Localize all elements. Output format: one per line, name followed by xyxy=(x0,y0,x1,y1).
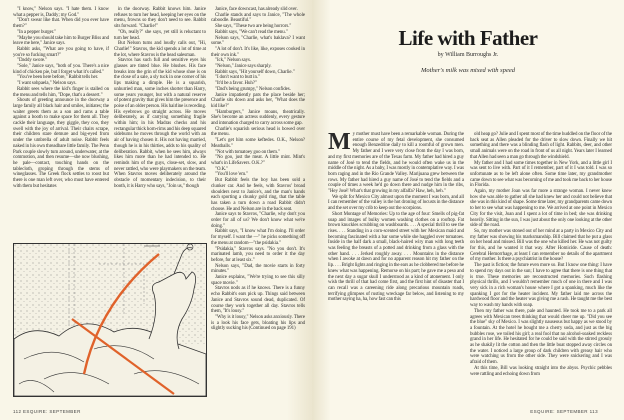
paragraph: Shouts of greeting announce in the doorway a large family all black hair and smiles, initiates; the waiter greets them as a son and rams a table against a booth to make space for them all. They cackle their language, they giggle, they coo, they swell with the joy of arrival. Their chairs scrape, their children stare demure and big-eyed from under the umbrella of adult noise. Rabbit feels naked in his own threadbare little family. The Penn Park couple slowly turn around, underwater, at the commotion, and then resume—she now blushing, he pale—contact, touching hands on the tablecloth, groping through the stems of wineglasses. The Greek flock settles to roost but there is one man left over, who must have entered with them but hesitates xyxy=(13,98,109,189)
paragraph: Charlie's squarish serious head is bowed over the menu. xyxy=(211,126,305,138)
page-folio-right: ESQUIRE: SEPTEMBER 113 xyxy=(530,409,598,414)
paragraph: "You'll love 'em." xyxy=(215,172,249,178)
paragraph: "Psidakia," Stavros says. "No you don't. It's marinated lamb, you need to order it the day before, for at least six." xyxy=(211,246,305,263)
page-folio-left: 112 ESQUIRE: SEPTEMBER xyxy=(13,409,81,414)
paragraph: "I want sohpaela," Nelson says. xyxy=(17,81,77,87)
paragraph: Janice impatiently pats the place beside her; Charlie sits down and asks her, "What does the kid like?" xyxy=(211,92,305,109)
paragraph: "Daddy swore." xyxy=(17,58,48,64)
paragraph: Rabbit asks, "What are you going to have, if you're so fucking smart?" xyxy=(13,46,109,58)
paragraph: "Why is it lousy," Nelson asks anxiously. There is a look his face gets, bloating his lips and slightly sucking his (Continued on page 191) xyxy=(211,314,305,332)
paragraph: My father and I had some times together in New York, and a little girl I was sent to live with. Part of it I remember, part of it I was told. I was so unfortunate as to be left alone often. Some time later, my grandmother came down to see what was becoming of me and took me back to her house in Florida. xyxy=(470,160,612,189)
paragraph: Rabbit says, "We can't read the menu." xyxy=(215,29,288,35)
paragraph: Janice, face downcast, has already slid over. xyxy=(215,7,298,12)
paragraph: "It'd be a favor. Huh?" xyxy=(215,81,257,87)
paragraph: Stavros has such full and sensitive eyes his glasses are tinted blue. He blushes. His face breaks into the grin of the kid whose shoe is on the close of a sale, a sly tuck in one corner of his lips making a dimple. He is a squarish, unhurried man, some inches shorter than Harry, some years younger, but with a natural reserve of potent gravity that gives him the presence and poise of an older person. His hairline is receding. His eyebrows go straight across. He moves deliberately, as if carrying something fragile within him; in his Madras checks and his rectangular thick horn-rims and his deep squared sideburns he moves through the world with an air of having chosen it. His not having married, though he is in his thirties, adds to his quality of deliberation. Rabbit, when he sees him, always likes him more than he had intended to. He reminds him of the guys, close-set, slow, and never rattled, who were playmakers on the team. When Stavros moves deliberately around the obstacle of momentary indecision, to their booth, it is Harry who says, "Join us," though xyxy=(114,58,207,189)
paragraph: Stavros nods as if he knows. There is a funny echo Rabbit's ears pick up. Things said between Janice and Stavros sound dead, duplicated. Of course they work together all day. Stavros tells them, "It's lousy." xyxy=(211,286,305,315)
paragraph: Nelson says, "Dad, the movie starts in forty minutes." xyxy=(211,263,305,275)
paragraph: At this time, Bill was looking straight into the abyss. Psychic pebbles were rattling and echoing down from xyxy=(470,365,612,377)
paragraph: "Dad's being grumpy," Nelson confides. xyxy=(215,86,291,92)
story-column-1 xyxy=(13,7,109,190)
story-column-3 xyxy=(211,7,305,332)
paragraph: in the doorway. Rabbit knows him. Janice refuses to turn her head, keeping her eyes on the menu, frowns so they don't need to see. Rabbit sits forward. "Charlie!" xyxy=(114,7,206,30)
paragraph: "A lot of don't. It's like, like, exposes cooked in their own ink." xyxy=(211,46,305,58)
paragraph: "Maybe you should take him to Burger Bliss and leave me here," Janice says. xyxy=(13,35,109,47)
paragraph: So, my mother was stoned out of her mind at a party in Mexico City and my father was showing his marksmanship. Bill claimed that he put a glass on her head and missed. Bill was the one who killed her. He was not guilty for this, and he wanted it that way. After Homicide. Cause of death: Cerebral Hemorrhage, at least I can remember no details of the apartment of my mother. Is there a psychiatrist in the house? xyxy=(470,228,612,263)
paragraph: "Let's get him some keftedes. O.K., Nelson? Meatballs." xyxy=(211,138,305,149)
paragraph: "O.K." xyxy=(215,166,229,172)
drop-cap: M xyxy=(328,129,351,155)
paragraph: "Oh, really?" she says, yet still is reluctant to turn her head. xyxy=(114,29,206,41)
paragraph: "Nelson," Janice says sharply. xyxy=(215,64,272,70)
right-page xyxy=(312,0,624,420)
article-opening-paragraph: y mother must have been a remarkable woman. During the entire course of my fetal development, she consumed enough Benzedrine daily to kill a roomful of grown men. My father and I were very close from the day I was born, and my first memories are of the Texas farm. My father had hired a guy name of José to tend the fields, and he would often wake us in the middle of the night. As a baby, I was mostly in contemplative way. I was born raging and in the Rio Grande Valley. Marijuana grew between the rows. My father had hired a guy name of José to tend the fields and a couple of times a week he'd go down there and nudge him in the ribs, "Hey José! What's that growing in my alfalfa? Haw, heh, heh." xyxy=(328,132,464,195)
paragraph: But Rabbit feels the boy has been sold a clunker car. And he feels, with Stavros' broad shoulders next to Janice's, and the man's hands each sporting a chunky gold ring, that the table has taken a turn down a road Rabbit didn't choose. He and Nelson are in the back seat. xyxy=(211,178,305,212)
paragraph: "You've been here before," Rabbit tells her. xyxy=(17,75,99,81)
paragraph: Nelson says, "Charlie, what's baklava? I want some." xyxy=(211,35,305,47)
paragraph: old heap go? Julie and I spent most of the time huddled on the floor of the back seat as Allen pleaded for the driver to slow down. Finally we hit something and there was a blinding flash of light. Rabbits, deer, and other small animals were on the road in front of us all night. Years later I learned that Allen had seen a man go through the windshield. xyxy=(470,132,612,160)
paragraph: "In a pepper burger." xyxy=(17,29,57,35)
paragraph: Rabbit says, "I know what I'm doing. I'll order for myself. I want the —" he picks something off the menu at random—"the psidakia." xyxy=(211,229,305,246)
paragraph: Janice says to Stavros, "Charlie, why don't you order for all of us? We don't know what we're doing." xyxy=(211,212,305,229)
paragraph: "I know," Nelson says. "I hate them. I know what a pepper is, Daddy; my God." xyxy=(13,7,109,18)
paragraph: Short Montage of Memories: Up to the age of four: Smells of pig-fat soap and images of bulky women washing clothes on a rooftop. Fat brown knuckles scrubbing on washboards. . . . A special thrill to see the rises. . . . Standing in a corn-scented street with her Mexican maid and becoming fascinated with a bar some while she haggled over tomatoes. Inside in the half dark a small, black-haired wiry man with long teeth was feeling the breasts of a potted and drinking from a glass with the other hand. . . . Jerked roughly away. . . . Mountains in the distance when I awoke at dawn and for no apparent reason hit my father on the lip. . . . Bright lights and ringing in the ears as he clobbered me before he knew what was happening. Remorse on his part; he gave me a peso and the next day a sugar skull I understood as a kind of atonement. I only wish the thrill of that had come first, and the first hint of disaster that I can recall was a careening ride along precarious mountain roads, terrifying glimpses of rusting wreckage far below, and listening to my mother saying ha, ha, how fast can this xyxy=(328,211,464,303)
illustration-hand-with-cigarette xyxy=(13,243,207,397)
paragraph: "Sole," Janice says, "both of you. There's a nice kind of chicken pie, but I forget what it's called." xyxy=(13,64,109,75)
article-column-1 xyxy=(328,129,464,303)
paragraph: Janice explains, "We're trying to see this silly space movie." xyxy=(211,275,305,286)
paragraph: Again, my mother Joan was far more a strange woman. I never knew how she was able to gather all she had knew her and could not believe that she was in this kind of shape. Some time later, my grandparents came down to her to see what was happening to me. We arrived at one point in Mexico City for the visit, Joan and I spent a lot of time in bed; she was drinking heavily. Sitting in the sun, I was just about the only one looking at the other side of the road. xyxy=(470,189,613,229)
paragraph: Charlie stands and says to Janice, "The whole caboodle. Beautiful." xyxy=(211,12,305,24)
paragraph: "Not with tomatoey goo on them." xyxy=(215,149,280,155)
article-title: Life with Father xyxy=(398,26,538,50)
paragraph: "I don't want to butt in." xyxy=(215,75,260,81)
paragraph: "Don't swear like that. When did you ever have them?" xyxy=(13,18,109,30)
paragraph: Then my father was there, pale and haunted. He took me to a park all agrees with Mexican trees thinking that would cheer me up. "Did you see the blue" sky of Mexico. I was slightly nauseous but happy as we stood by a fountain. At the hotel he bought me a cherry soda, and just as the big bubbles rose, we toiled his girl; a real fool that no alcohol-soaked reckless grand in her life. He hesitated for he could be said with the stirred grossly as he shakily lit the cotton and then the little boat stopped away circles on the water. I noticed a large group of dark children with greasy hair who were watching us from the other side. They were snickering and I was afraid of them. xyxy=(470,308,612,366)
article-deck: Mother's milk was mixed with speed xyxy=(420,67,515,74)
paragraph: "Hamburgers," Janice moans, theatrically. She's become an actress suddenly, every gesture and intonation charged to carry across some gap. xyxy=(211,109,305,127)
article-column-2 xyxy=(470,132,612,377)
paragraph: She says, "These two are being horrors." xyxy=(215,24,292,30)
paragraph: But Nelson turns and loudly calls out, "Hi, Charlie!" Stavros, the kid spends a lot of time at the lot, where Stavros is the head salesman. xyxy=(114,41,206,58)
paragraph: Rabbit says, "Hit yourself down, Charlie." xyxy=(215,69,295,75)
article-byline: by William Burroughs Jr. xyxy=(437,52,499,58)
story-column-2 xyxy=(114,7,206,190)
paragraph: Rabbit sees where the kid's finger is stalled on the menu and tells him, "Dope, that's a dessert." xyxy=(13,86,109,98)
paragraph: The past is fiction; the future even more so. But I know one thing: I have to spend my days out in the sun; I have to agree that there is one thing that is true. These memories are reconstructed memories. Such flashing physical thrills, and I wouldn't remember much of one in there and I was very sick in a rich woman's house where I got a spanking, much like the spanking I got for the heater incident. My father laid me across the hardwood floor and the heater was giving me a rash. He taught me the best way to wash my hands with soap. xyxy=(470,263,612,309)
paragraph: We split for Mexico City almost upon the moment I was born, and all I can remember of the valley is the hot droning of locusts in the distance and the set over my crib to keep out the scorpions. xyxy=(328,194,464,212)
paragraph: "No goo, just the meat. A little mint. Mint's what's in LifeSavers. O.K.?" xyxy=(211,155,305,166)
paragraph: "Ick," Nelson says. xyxy=(215,58,252,64)
